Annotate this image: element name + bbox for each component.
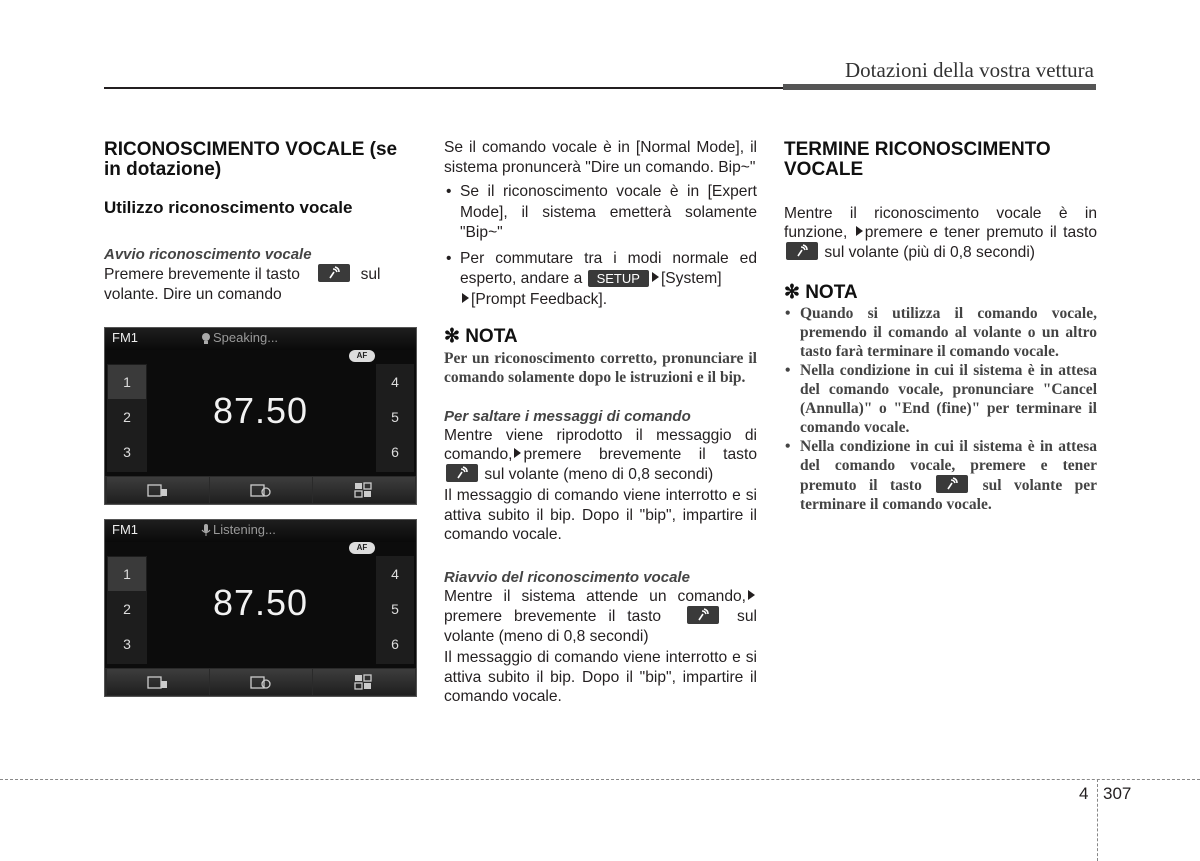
radio-scan-button[interactable] xyxy=(210,669,312,695)
section-heading-termine: TERMINE RICONOSCIMENTO VOCALE xyxy=(784,139,1051,180)
riavvio-title: Riavvio del riconoscimento vocale xyxy=(444,568,690,586)
riavvio-text-2: Il messaggio di comando viene interrotto e si attiva subito il bip. Dopo il "bip", impartire il comando vocale. xyxy=(444,649,757,705)
voice-command-key-icon xyxy=(446,464,478,482)
preset-3[interactable]: 3 xyxy=(123,636,131,652)
switch-mode-bullet xyxy=(444,249,757,311)
voice-command-key-icon xyxy=(687,606,719,624)
switch-mode-text: Per commutare tra i modi normale ed esperto, andare a xyxy=(460,249,757,287)
nota-bullet-2: • Nella condizione in cui il sistema è in attesa del comando vocale, pronunciare "Cancel (Annulla)" o "End (fine)" per terminare il comando vocale. xyxy=(784,361,1097,437)
riavvio-text-c: sul volante (meno di 0,8 secondi) xyxy=(444,608,757,645)
radio-menu-button[interactable] xyxy=(313,669,415,695)
avvio-title: Avvio riconoscimento vocale xyxy=(104,246,312,263)
riavvio-text-b: premere brevemente il tasto xyxy=(444,608,662,625)
preset-4[interactable]: 4 xyxy=(391,374,399,390)
column-1 xyxy=(104,140,417,304)
preset-6[interactable]: 6 xyxy=(391,636,399,652)
nota-title xyxy=(784,282,1097,304)
voice-command-key-icon xyxy=(786,242,818,260)
normal-mode-text: Se il comando vocale è in [Normal Mode], il sistema pronuncerà "Dire un comando. Bip~" xyxy=(444,139,757,176)
preset-1[interactable]: 1 xyxy=(123,374,131,390)
chapter-number: 4 xyxy=(1079,784,1089,803)
preset-5[interactable]: 5 xyxy=(391,601,399,617)
asterisk-icon: ✻ xyxy=(784,282,800,303)
riavvio-text-a: Mentre il sistema attende un comando, xyxy=(444,587,746,605)
nota-body: Per un riconoscimento corretto, pronunciare il comando solamente dopo le istruzioni e il bip. xyxy=(444,350,757,386)
preset-4[interactable]: 4 xyxy=(391,566,399,582)
preset-2[interactable]: 2 xyxy=(123,409,131,425)
avvio-text-b: sul volante. Dire un comando xyxy=(104,266,381,303)
radio-scan-button[interactable] xyxy=(210,477,312,503)
preset-6[interactable]: 6 xyxy=(391,444,399,460)
radio-list-button[interactable] xyxy=(107,477,209,503)
saltare-text-a: Mentre viene riprodotto il messaggio di comando, xyxy=(444,427,757,463)
nota-label: NOTA xyxy=(465,326,518,347)
termine-text xyxy=(784,204,1097,262)
setup-key: SETUP xyxy=(588,270,649,287)
saltare-text-b: premere brevemente il tasto xyxy=(523,446,757,463)
triangle-right-icon xyxy=(514,448,521,458)
termine-text-b: premere e tener premuto il tasto xyxy=(864,224,1097,241)
saltare-text-c: sul volante (meno di 0,8 secondi) xyxy=(484,466,714,483)
af-badge: AF xyxy=(349,350,375,362)
voice-command-key-icon xyxy=(936,475,968,493)
termine-text-a: Mentre il riconoscimento vocale è in funzione, xyxy=(784,205,1097,241)
riavvio-text xyxy=(444,587,757,647)
preset-2[interactable]: 2 xyxy=(123,601,131,617)
triangle-right-icon xyxy=(856,226,863,236)
system-menu-text: [System] xyxy=(660,270,722,287)
status-text: Listening... xyxy=(213,522,276,537)
band-label: FM1 xyxy=(112,330,138,345)
preset-1[interactable]: 1 xyxy=(123,566,131,582)
nota-bullet-3-a: Nella condizione in cui il sistema è in attesa del comando vocale, premere e tener premuto il tasto xyxy=(800,438,1097,494)
section-heading-riconoscimento: RICONOSCIMENTO VOCALE (se in dotazione) xyxy=(104,139,398,180)
triangle-right-icon xyxy=(462,293,469,303)
saltare-text-2: Il messaggio di comando viene interrotto e si attiva subito il bip. Dopo il "bip", impartire il comando vocale. xyxy=(444,487,757,543)
frequency-display: 87.50 xyxy=(212,582,309,623)
nota-bullet-3-b: sul volante per terminare il comando vocale. xyxy=(800,477,1098,513)
page-number: 307 xyxy=(1103,784,1132,803)
nota-bullet-3 xyxy=(784,437,1097,514)
footer-rule xyxy=(0,779,1200,780)
radio-screen-listening xyxy=(104,519,417,697)
saltare-title: Per saltare i messaggi di comando xyxy=(444,408,691,425)
frequency-display: 87.50 xyxy=(212,390,309,431)
preset-3[interactable]: 3 xyxy=(123,444,131,460)
column-3 xyxy=(784,140,1097,514)
preset-5[interactable]: 5 xyxy=(391,409,399,425)
microphone-icon xyxy=(201,524,211,537)
avvio-text-a: Premere brevemente il tasto xyxy=(104,266,300,283)
nota-title xyxy=(444,326,757,348)
header-rule-accent xyxy=(783,84,1096,90)
nota-label: NOTA xyxy=(805,282,858,303)
radio-list-button[interactable] xyxy=(107,669,209,695)
asterisk-icon: ✻ xyxy=(444,326,460,347)
status-text: Speaking... xyxy=(213,330,279,345)
subheading-utilizzo: Utilizzo riconoscimento vocale xyxy=(104,198,353,217)
af-badge: AF xyxy=(349,542,375,554)
expert-mode-bullet: • Se il riconoscimento vocale è in [Expert Mode], il sistema emetterà solamente "Bip~" xyxy=(444,182,757,244)
radio-screen-speaking xyxy=(104,327,417,505)
footer-divider xyxy=(1097,779,1098,861)
header-title: Dotazioni della vostra vettura xyxy=(845,58,1094,82)
saltare-text xyxy=(444,426,757,484)
termine-text-c: sul volante (più di 0,8 secondi) xyxy=(824,244,1035,261)
avvio-text xyxy=(104,264,417,304)
band-label: FM1 xyxy=(112,522,138,537)
triangle-right-icon xyxy=(652,272,659,282)
voice-command-key-icon xyxy=(318,264,350,282)
speaking-icon xyxy=(201,332,211,345)
radio-menu-button[interactable] xyxy=(313,477,415,503)
triangle-right-icon xyxy=(748,590,755,600)
column-2 xyxy=(444,138,757,707)
nota-bullet-1: • Quando si utilizza il comando vocale, premendo il comando al volante o un altro tasto farà terminare il comando vocale. xyxy=(784,304,1097,361)
prompt-feedback-text: [Prompt Feedback]. xyxy=(471,290,608,308)
